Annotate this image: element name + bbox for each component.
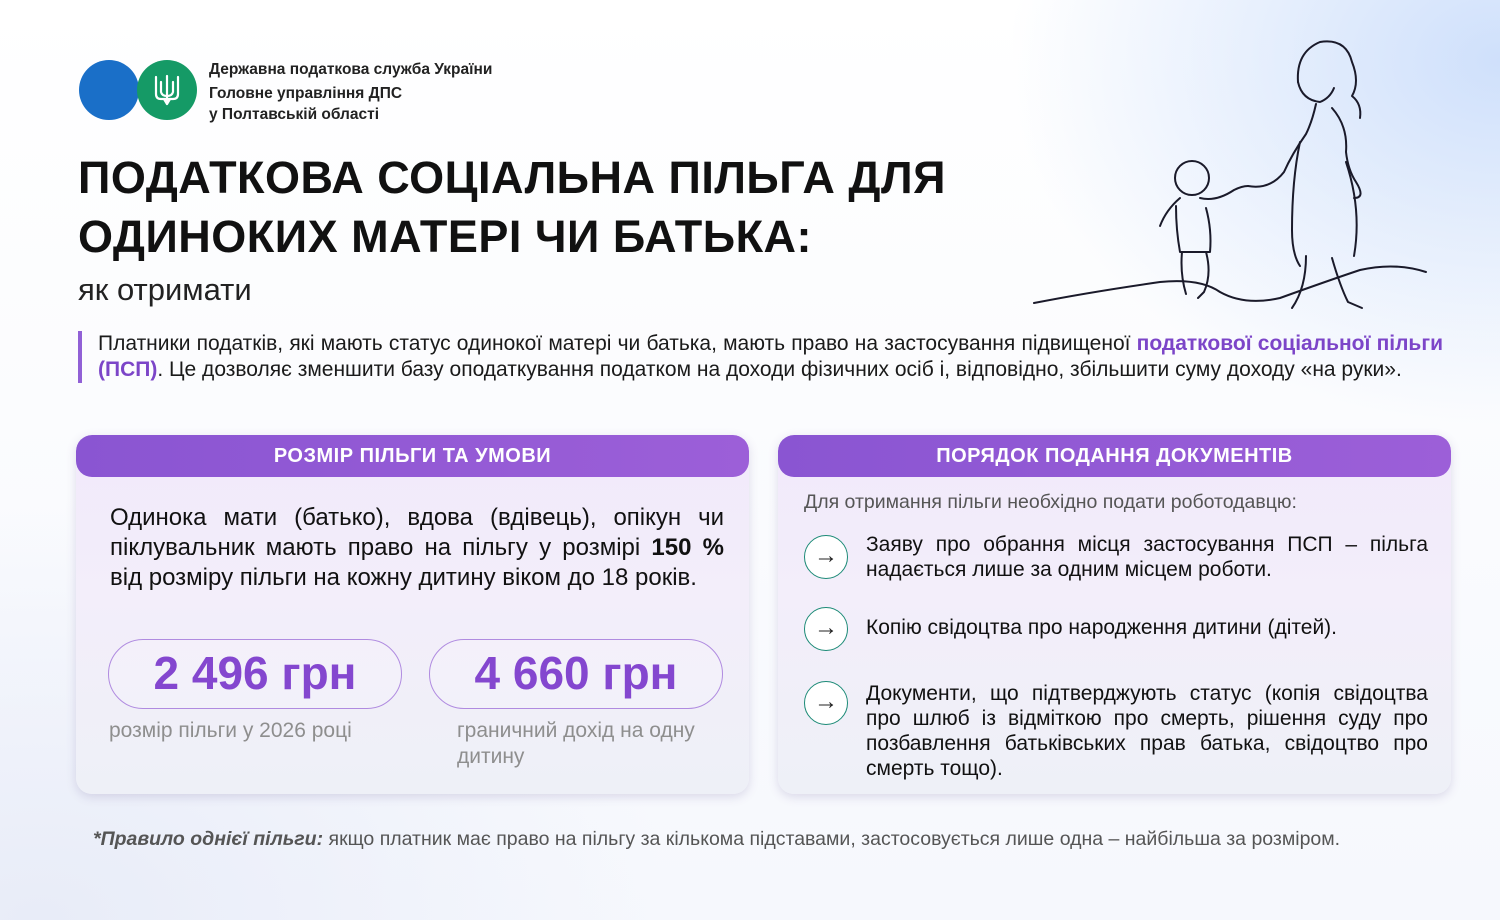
footnote-text: якщо платник має право на пільгу за кількома підставами, застосовується лише одна – найбільша за розміром. [323,828,1341,850]
benefit-conditions-text [110,503,724,593]
footnote-label: *Правило однієї пільги: [93,828,324,850]
income-limit-caption: граничний дохід на одну дитину [457,719,695,768]
organization-name [209,59,492,125]
conditions-text-before: Одинока мати (батько), вдова (вдівець), опікун чи піклувальник мають право на пільгу у розмірі [110,504,724,561]
conditions-percent: 150 % [651,534,724,561]
conditions-text-after: від розміру пільги на кожну дитину віком до 18 років. [110,564,697,591]
org-line-2: Головне управління ДПС [209,85,403,102]
benefit-size-card [76,435,749,794]
document-item-text: Документи, що підтверджують статус (копія свідоцтва про шлюб із відміткою про смерть, рішення суду про позбавлення батьківських прав батька, свідоцтво про смерть тощо). [866,682,1428,780]
page-subtitle: як отримати [78,272,252,307]
income-limit-pill: 4 660 грн [429,639,723,709]
title-line-1: ПОДАТКОВА СОЦІАЛЬНА ПІЛЬГА ДЛЯ [78,152,946,203]
org-line-1: Державна податкова служба України [209,61,493,78]
mother-child-line-art-icon [1030,30,1470,320]
document-item-text: Заяву про обрання місця застосування ПСП – пільга надається лише за одним місцем роботи. [866,533,1428,581]
arrow-right-icon: → [804,607,848,651]
title-line-2: ОДИНОКИХ МАТЕРІ ЧИ БАТЬКА: [78,211,813,262]
intro-text-after: . Це дозволяє зменшити базу оподаткування податком на доходи фізичних осіб і, відповідно, збільшити суму доходу «на руки». [157,358,1402,381]
benefit-amount-caption: розмір пільги у 2026 році [109,719,352,742]
benefit-amount-pill: 2 496 грн [108,639,402,709]
benefit-size-heading: РОЗМІР ПІЛЬГИ ТА УМОВИ [76,435,749,477]
intro-paragraph [78,331,1443,383]
documents-heading: ПОРЯДОК ПОДАННЯ ДОКУМЕНТІВ [778,435,1451,477]
documents-card [778,435,1451,794]
footnote [93,826,1433,852]
dps-logo-blue [79,60,139,120]
arrow-right-icon: → [804,681,848,725]
ukraine-trident-logo [137,60,197,120]
intro-text-before: Платники податків, які мають статус одинокої матері чи батька, мають право на застосування підвищеної [98,332,1137,355]
page-title [78,148,946,266]
trident-icon [153,74,181,106]
arrow-right-icon: → [804,535,848,579]
documents-lead-text: Для отримання пільги необхідно подати роботодавцю: [804,491,1297,513]
document-item-text: Копію свідоцтва про народження дитини (дітей). [866,616,1338,639]
intro-highlight: податкової соціальної пільги (ПСП) [98,332,1443,381]
org-line-3: у Полтавській області [209,106,380,123]
